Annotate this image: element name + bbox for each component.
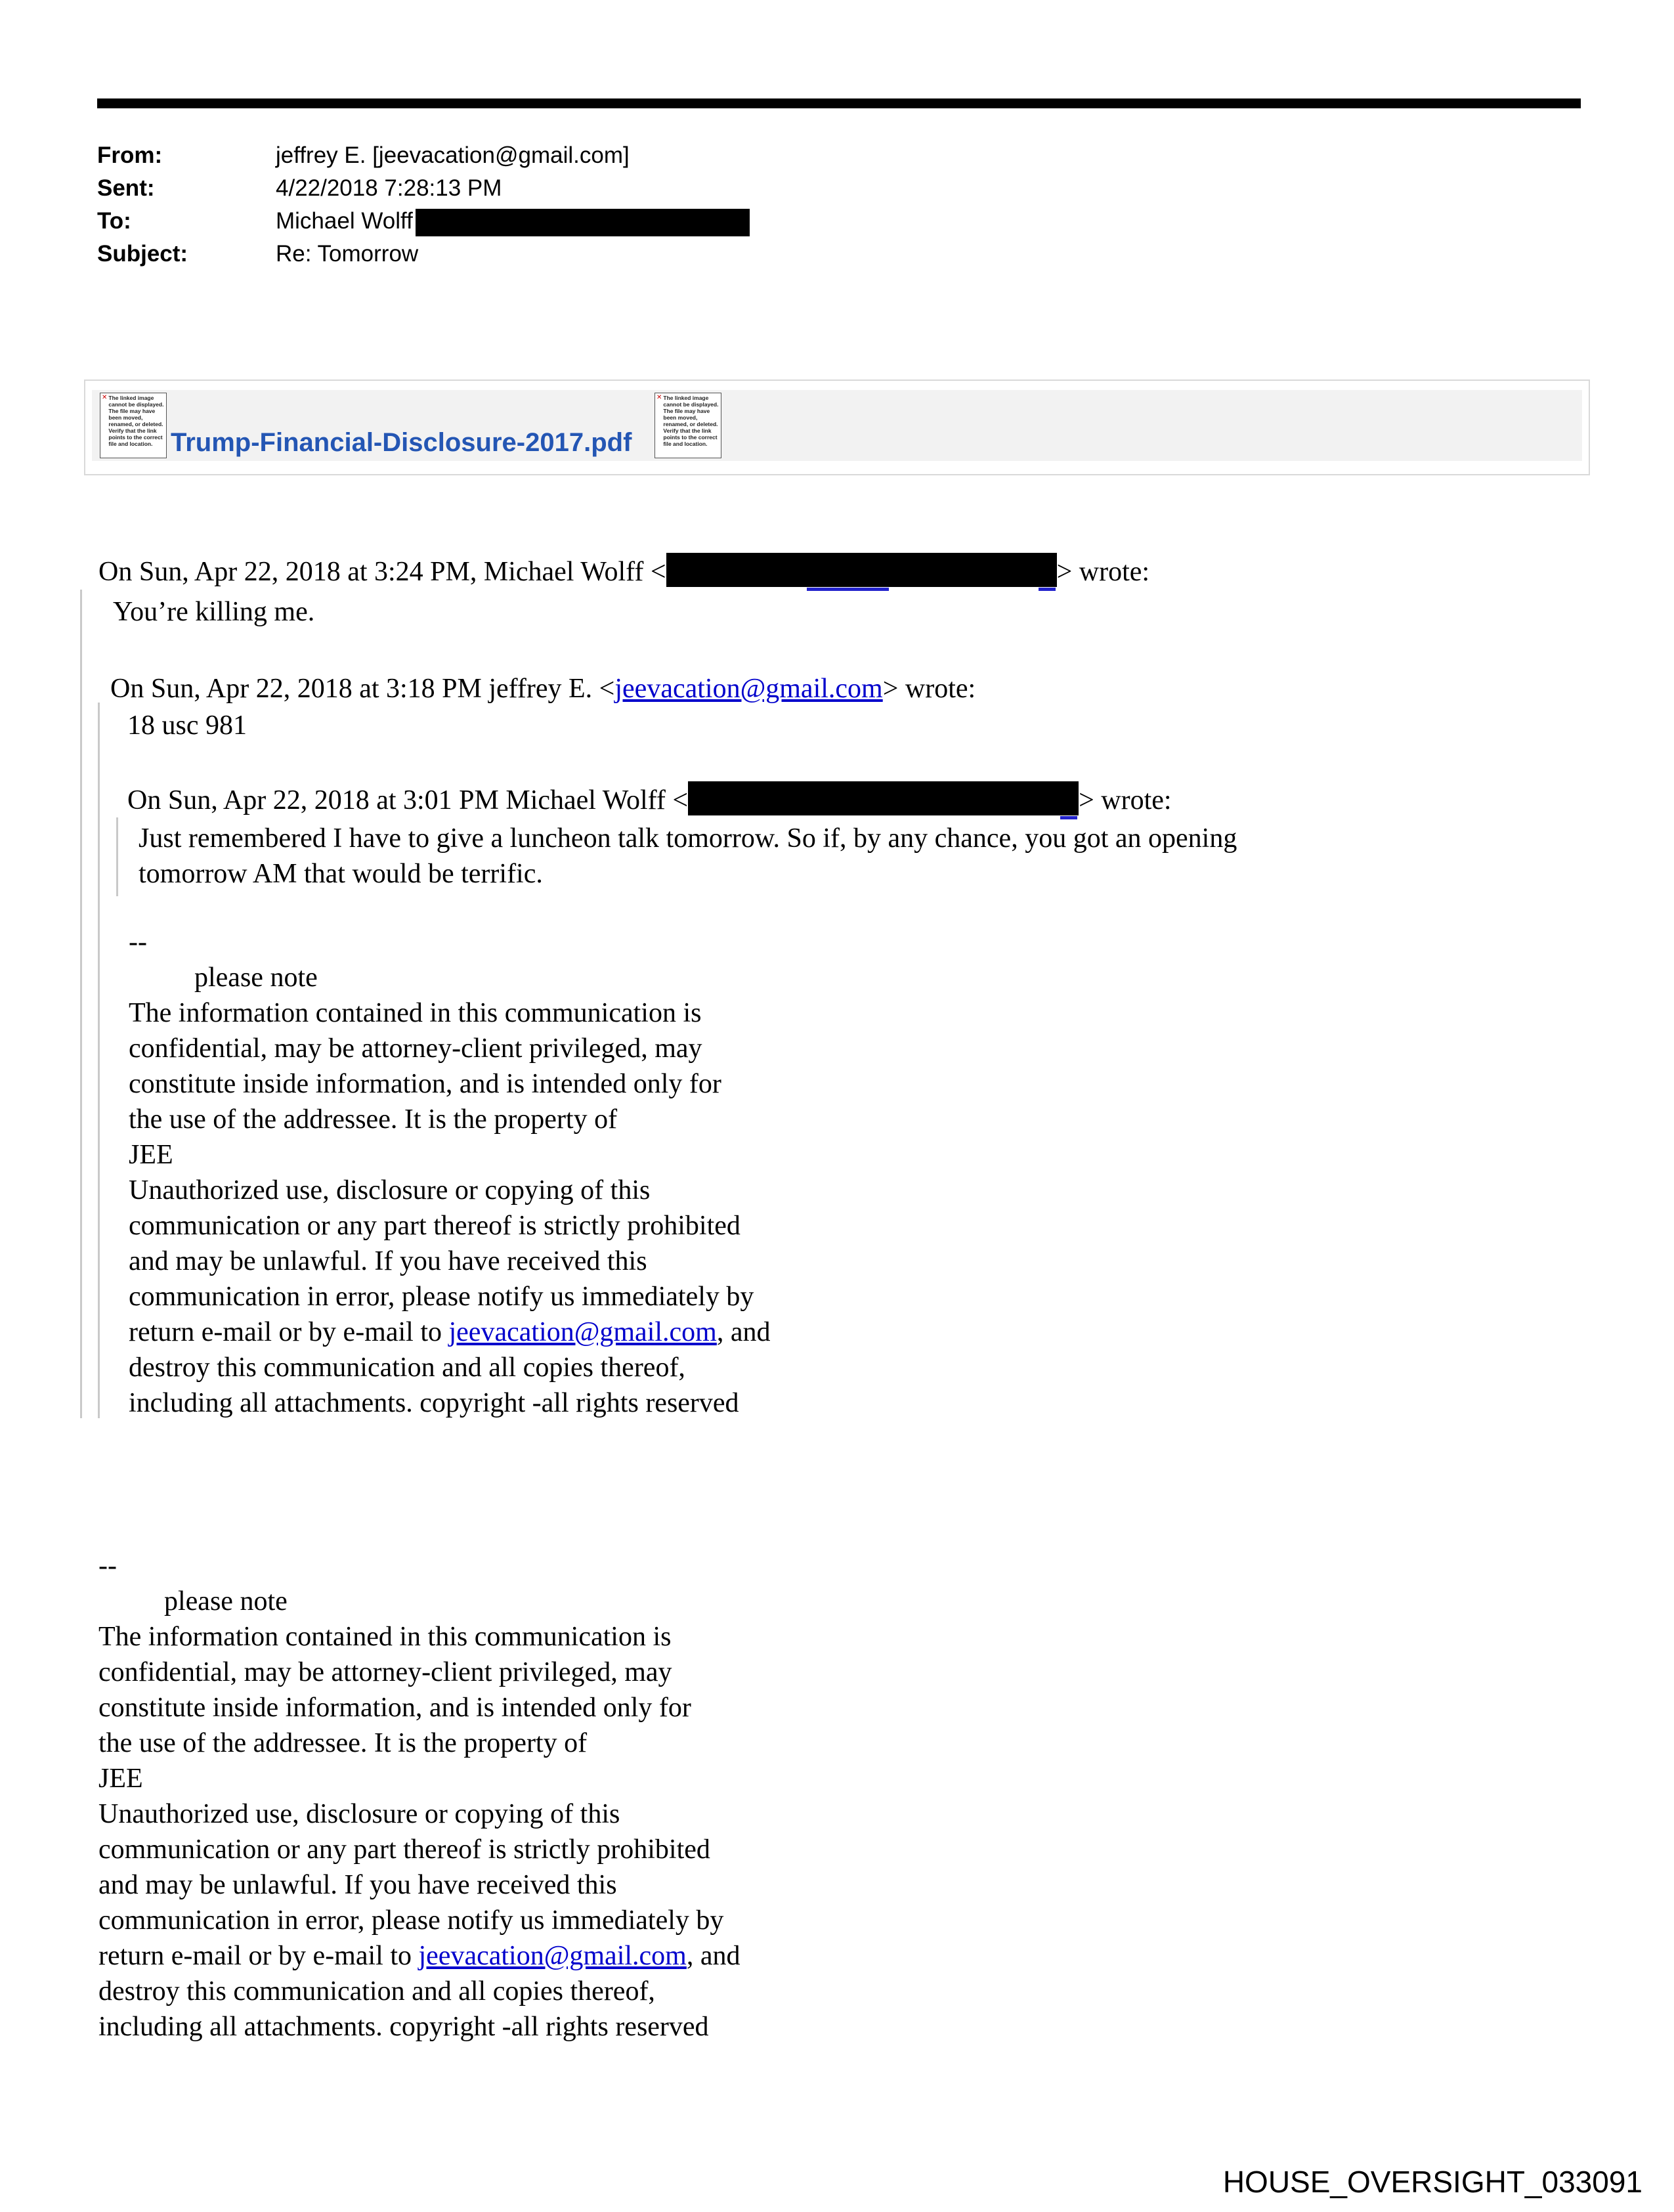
msg2-attribution-prefix: On Sun, Apr 22, 2018 at 3:18 PM jeffrey E. < xyxy=(110,674,615,704)
msg2-body: 18 usc 981 xyxy=(127,710,247,741)
broken-image-text: The linked image cannot be displayed. The file may have been moved, renamed, or deleted. Verify that the link points to the correct file and location. xyxy=(108,395,164,447)
redacted-link-remnant xyxy=(807,584,889,591)
from-value: jeffrey E. [jeevacation@gmail.com] xyxy=(276,142,630,168)
subject-label: Subject: xyxy=(97,241,188,267)
disclaimer-line: including all attachments. copyright -all rights reserved xyxy=(129,1388,739,1418)
signature-disclaimer-top xyxy=(98,1548,740,2045)
quote-bar-level3 xyxy=(116,817,118,896)
attachment-filename-link[interactable]: Trump-Financial-Disclosure-2017.pdf xyxy=(171,428,632,457)
msg3-body xyxy=(139,821,1237,892)
quote-bar-level2 xyxy=(98,703,100,1418)
email-header xyxy=(97,139,750,271)
disclaimer-line: The information contained in this communication is xyxy=(129,998,702,1028)
msg3-attribution-suffix: > wrote: xyxy=(1079,785,1172,815)
disclaimer-line: communication in error, please notify us immediately by xyxy=(129,1282,754,1312)
header-row-subject xyxy=(97,238,750,271)
disclaimer-line: Unauthorized use, disclosure or copying of this xyxy=(98,1799,620,1829)
attachment-strip xyxy=(84,380,1590,475)
disclaimer-line: destroy this communication and all copies thereof, xyxy=(129,1353,685,1383)
from-label: From: xyxy=(97,142,163,168)
disclaimer-line: communication or any part thereof is strictly prohibited xyxy=(98,1834,710,1865)
redaction-bar-msg3-email xyxy=(688,781,1079,815)
msg1-attribution-prefix: On Sun, Apr 22, 2018 at 3:24 PM, Michael Wolff < xyxy=(98,557,666,587)
disclaimer-link-suffix: , and xyxy=(686,1941,740,1971)
redacted-link-remnant xyxy=(1060,813,1077,819)
msg3-attribution-line xyxy=(127,781,1172,818)
subject-value: Re: Tomorrow xyxy=(276,241,419,267)
header-row-from xyxy=(97,139,750,172)
msg1-body: You’re killing me. xyxy=(113,597,315,627)
disclaimer-line: confidential, may be attorney-client privileged, may xyxy=(98,1657,672,1687)
msg1-attribution-line xyxy=(98,553,1149,590)
signature-separator: -- xyxy=(98,1551,117,1581)
header-row-to xyxy=(97,205,750,238)
msg1-attribution-suffix: > wrote: xyxy=(1056,557,1150,587)
disclaimer-title: please note xyxy=(164,1586,288,1616)
disclaimer-email-link[interactable]: jeevacation@gmail.com xyxy=(418,1941,687,1971)
disclaimer-line: Unauthorized use, disclosure or copying of this xyxy=(129,1175,651,1205)
to-value xyxy=(276,205,750,238)
msg2-attribution-line xyxy=(110,671,976,706)
disclaimer-line: confidential, may be attorney-client privileged, may xyxy=(129,1033,702,1064)
disclaimer-email-link[interactable]: jeevacation@gmail.com xyxy=(448,1317,717,1347)
broken-image-placeholder-right xyxy=(655,393,721,458)
disclaimer-title: please note xyxy=(194,963,318,993)
redaction-bar-msg1-email xyxy=(666,553,1057,587)
msg3-attribution-prefix: On Sun, Apr 22, 2018 at 3:01 PM Michael Wolff < xyxy=(127,785,689,815)
sent-value: 4/22/2018 7:28:13 PM xyxy=(276,175,502,201)
disclaimer-line: including all attachments. copyright -all rights reserved xyxy=(98,2012,709,2042)
disclaimer-line: and may be unlawful. If you have received this xyxy=(129,1246,647,1276)
broken-image-placeholder-left xyxy=(100,393,167,458)
to-label: To: xyxy=(97,208,131,234)
disclaimer-line: constitute inside information, and is intended only for xyxy=(98,1693,691,1723)
disclaimer-line: the use of the addressee. It is the property of xyxy=(129,1104,618,1135)
disclaimer-link-line xyxy=(129,1314,771,1350)
disclaimer-line: constitute inside information, and is intended only for xyxy=(129,1069,721,1099)
disclaimer-link-prefix: return e-mail or by e-mail to xyxy=(129,1317,449,1347)
msg3-body-line2: tomorrow AM that would be terrific. xyxy=(139,859,543,889)
redaction-bar-to-address xyxy=(416,209,750,236)
disclaimer-line: and may be unlawful. If you have received this xyxy=(98,1870,617,1900)
disclaimer-line: The information contained in this communication is xyxy=(98,1622,672,1652)
disclaimer-link-prefix: return e-mail or by e-mail to xyxy=(98,1941,419,1971)
header-row-sent xyxy=(97,172,750,205)
msg2-attribution-suffix: > wrote: xyxy=(882,674,976,704)
disclaimer-line: JEE xyxy=(129,1140,173,1170)
signature-disclaimer-quoted xyxy=(129,924,771,1421)
signature-separator: -- xyxy=(129,927,147,957)
sent-label: Sent: xyxy=(97,175,155,201)
broken-image-icon: ✕ xyxy=(656,394,662,401)
msg3-body-line1: Just remembered I have to give a luncheon talk tomorrow. So if, by any chance, you got an opening xyxy=(139,823,1237,854)
msg2-sender-email-link[interactable]: jeevacation@gmail.com xyxy=(614,674,883,704)
disclaimer-line: the use of the addressee. It is the property of xyxy=(98,1728,588,1758)
disclaimer-line: communication or any part thereof is strictly prohibited xyxy=(129,1211,740,1241)
disclaimer-line: destroy this communication and all copies thereof, xyxy=(98,1976,655,2006)
disclaimer-line: JEE xyxy=(98,1764,143,1794)
broken-image-text: The linked image cannot be displayed. The file may have been moved, renamed, or deleted. Verify that the link points to the correct file and location. xyxy=(663,395,719,447)
disclaimer-line: communication in error, please notify us immediately by xyxy=(98,1905,724,1936)
quote-bar-level1 xyxy=(80,590,82,1418)
disclaimer-link-line xyxy=(98,1938,740,1974)
broken-image-icon: ✕ xyxy=(102,394,108,401)
disclaimer-link-suffix: , and xyxy=(716,1317,771,1347)
bates-number: HOUSE_OVERSIGHT_033091 xyxy=(1222,2165,1642,2199)
header-divider-rule xyxy=(97,98,1581,108)
redacted-link-remnant xyxy=(1039,584,1056,591)
to-recipient-name: Michael Wolff xyxy=(276,208,413,234)
